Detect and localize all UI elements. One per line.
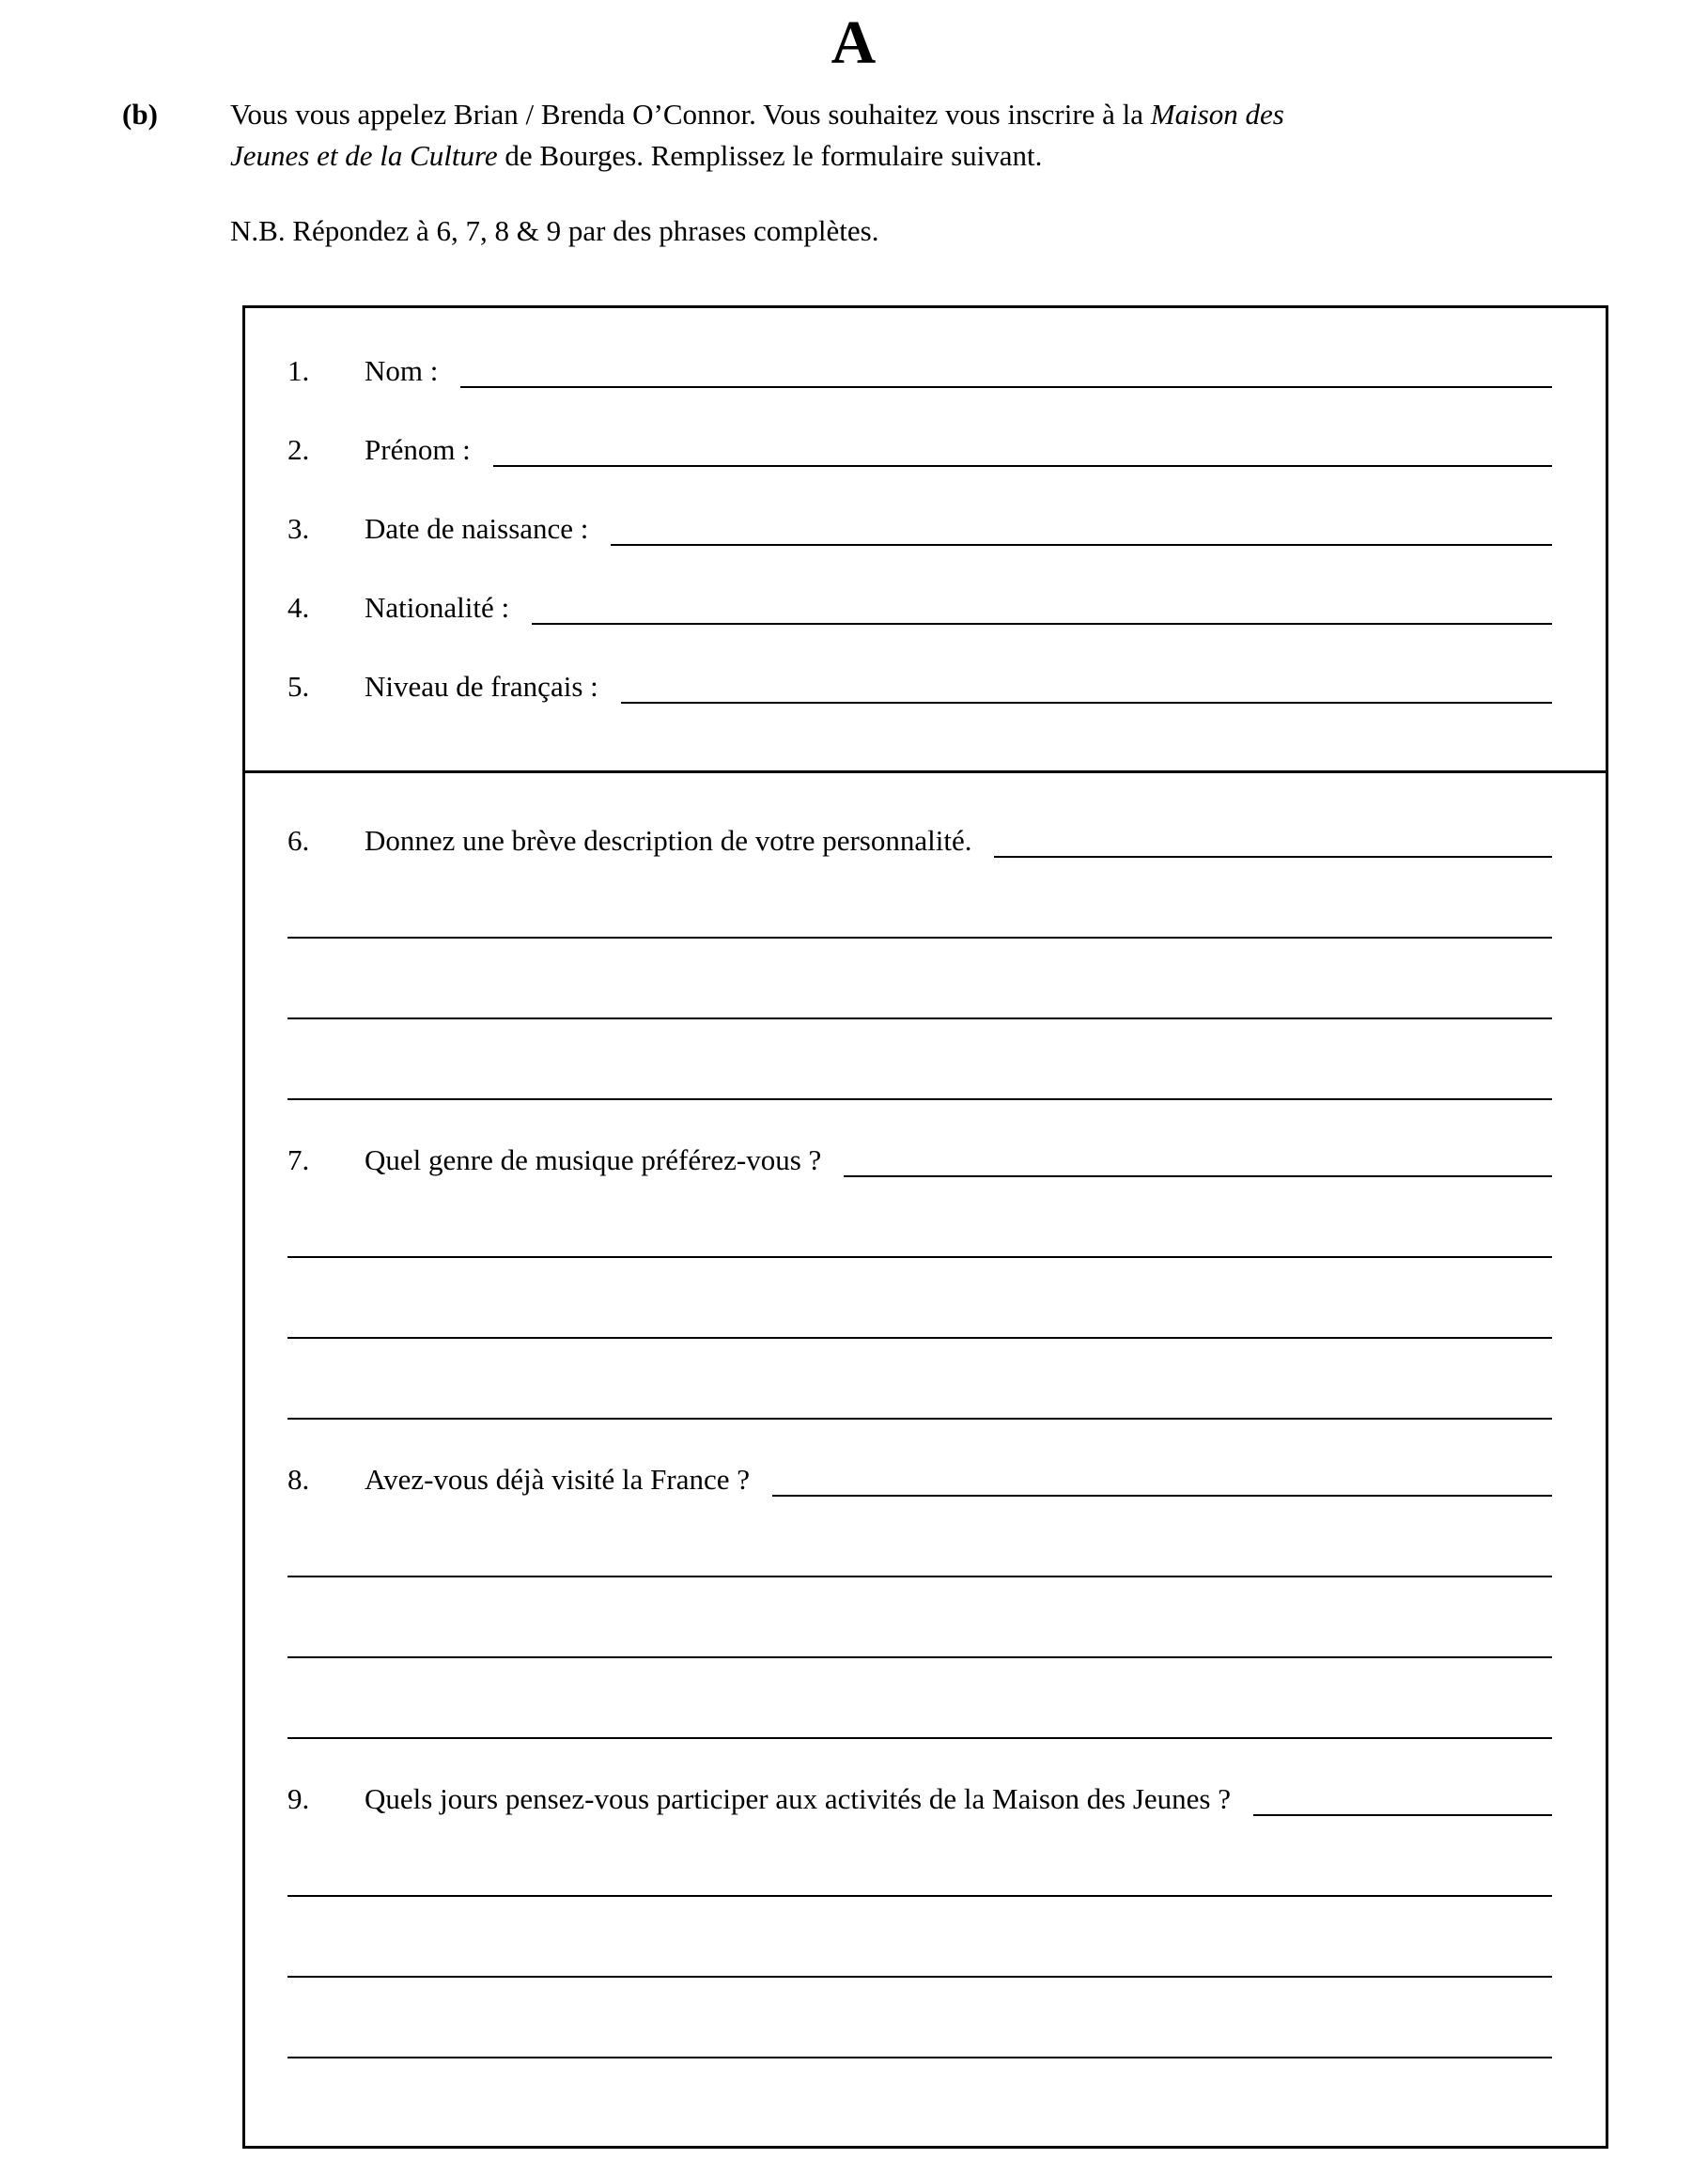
item-number: 1. — [287, 354, 310, 387]
item-label: Avez-vous déjà visité la France ? — [365, 1463, 751, 1496]
item-number: 2. — [287, 433, 310, 466]
item-number: 6. — [287, 824, 310, 857]
form-bottom-section — [245, 770, 1606, 2058]
form-item-personnalite — [287, 820, 1552, 1100]
item-number: 5. — [287, 670, 310, 703]
answer-line — [287, 858, 1552, 939]
item-number: 7. — [287, 1143, 310, 1176]
answer-line — [287, 1258, 1552, 1339]
part-label: (b) — [122, 98, 158, 131]
intro-line-1 — [230, 94, 1531, 135]
item-label: Niveau de français : — [365, 670, 598, 703]
item-label: Quels jours pensez-vous participer aux activités de la Maison des Jeunes ? — [365, 1782, 1231, 1815]
answer-line — [844, 1143, 1552, 1177]
answer-line — [287, 1658, 1552, 1739]
question-row — [287, 1459, 1552, 1497]
answer-line — [532, 591, 1552, 625]
form-top-section — [245, 308, 1606, 770]
question-row — [287, 820, 1552, 858]
item-label: Prénom : — [365, 433, 471, 466]
answer-line — [287, 1497, 1552, 1577]
item-label: Donnez une brève description de votre personnalité. — [365, 824, 972, 857]
nb-note: N.B. Répondez à 6, 7, 8 & 9 par des phrases complètes. — [230, 214, 879, 247]
form-item-visite-france — [287, 1459, 1552, 1739]
form-item-date-naissance — [287, 508, 1552, 546]
form-item-nom — [287, 350, 1552, 388]
item-label: Quel genre de musique préférez-vous ? — [365, 1143, 822, 1176]
answer-line — [287, 1978, 1552, 2058]
answer-line — [287, 1577, 1552, 1658]
answer-line — [287, 939, 1552, 1019]
answer-line — [287, 1816, 1552, 1897]
item-label: Nationalité : — [365, 591, 510, 624]
item-number: 8. — [287, 1463, 310, 1496]
part-b-intro — [122, 94, 1531, 177]
intro-line-2 — [230, 135, 1531, 177]
question-row — [287, 1140, 1552, 1177]
form-item-nationalite — [287, 587, 1552, 625]
answer-line — [287, 1177, 1552, 1258]
item-label: Nom : — [365, 354, 439, 387]
intro-text — [230, 94, 1531, 177]
item-number: 9. — [287, 1782, 310, 1815]
intro-line2-normal: de Bourges. Remplissez le formulaire suivant. — [497, 139, 1043, 172]
item-number: 4. — [287, 591, 310, 624]
answer-line — [287, 1897, 1552, 1978]
form-item-jours-activites — [287, 1778, 1552, 2058]
item-label: Date de naissance : — [365, 512, 589, 545]
answer-line — [772, 1463, 1552, 1497]
answer-line — [460, 354, 1552, 388]
answer-line — [287, 1339, 1552, 1420]
section-letter: A — [831, 8, 877, 77]
item-number: 3. — [287, 512, 310, 545]
intro-line1-italic: Maison des — [1150, 98, 1284, 131]
intro-line2-italic: Jeunes et de la Culture — [230, 139, 498, 172]
question-row — [287, 1778, 1552, 1816]
form-item-musique — [287, 1140, 1552, 1420]
form-item-niveau-francais — [287, 666, 1552, 704]
form-box — [242, 305, 1608, 2149]
answer-line — [1253, 1782, 1552, 1816]
answer-line — [493, 433, 1552, 467]
intro-line1-normal: Vous vous appelez Brian / Brenda O’Connor. Vous souhaitez vous inscrire à la — [230, 98, 1151, 131]
answer-line — [611, 512, 1552, 546]
answer-line — [287, 1019, 1552, 1100]
form-item-prenom — [287, 429, 1552, 467]
answer-line — [994, 824, 1552, 858]
answer-line — [621, 670, 1552, 704]
